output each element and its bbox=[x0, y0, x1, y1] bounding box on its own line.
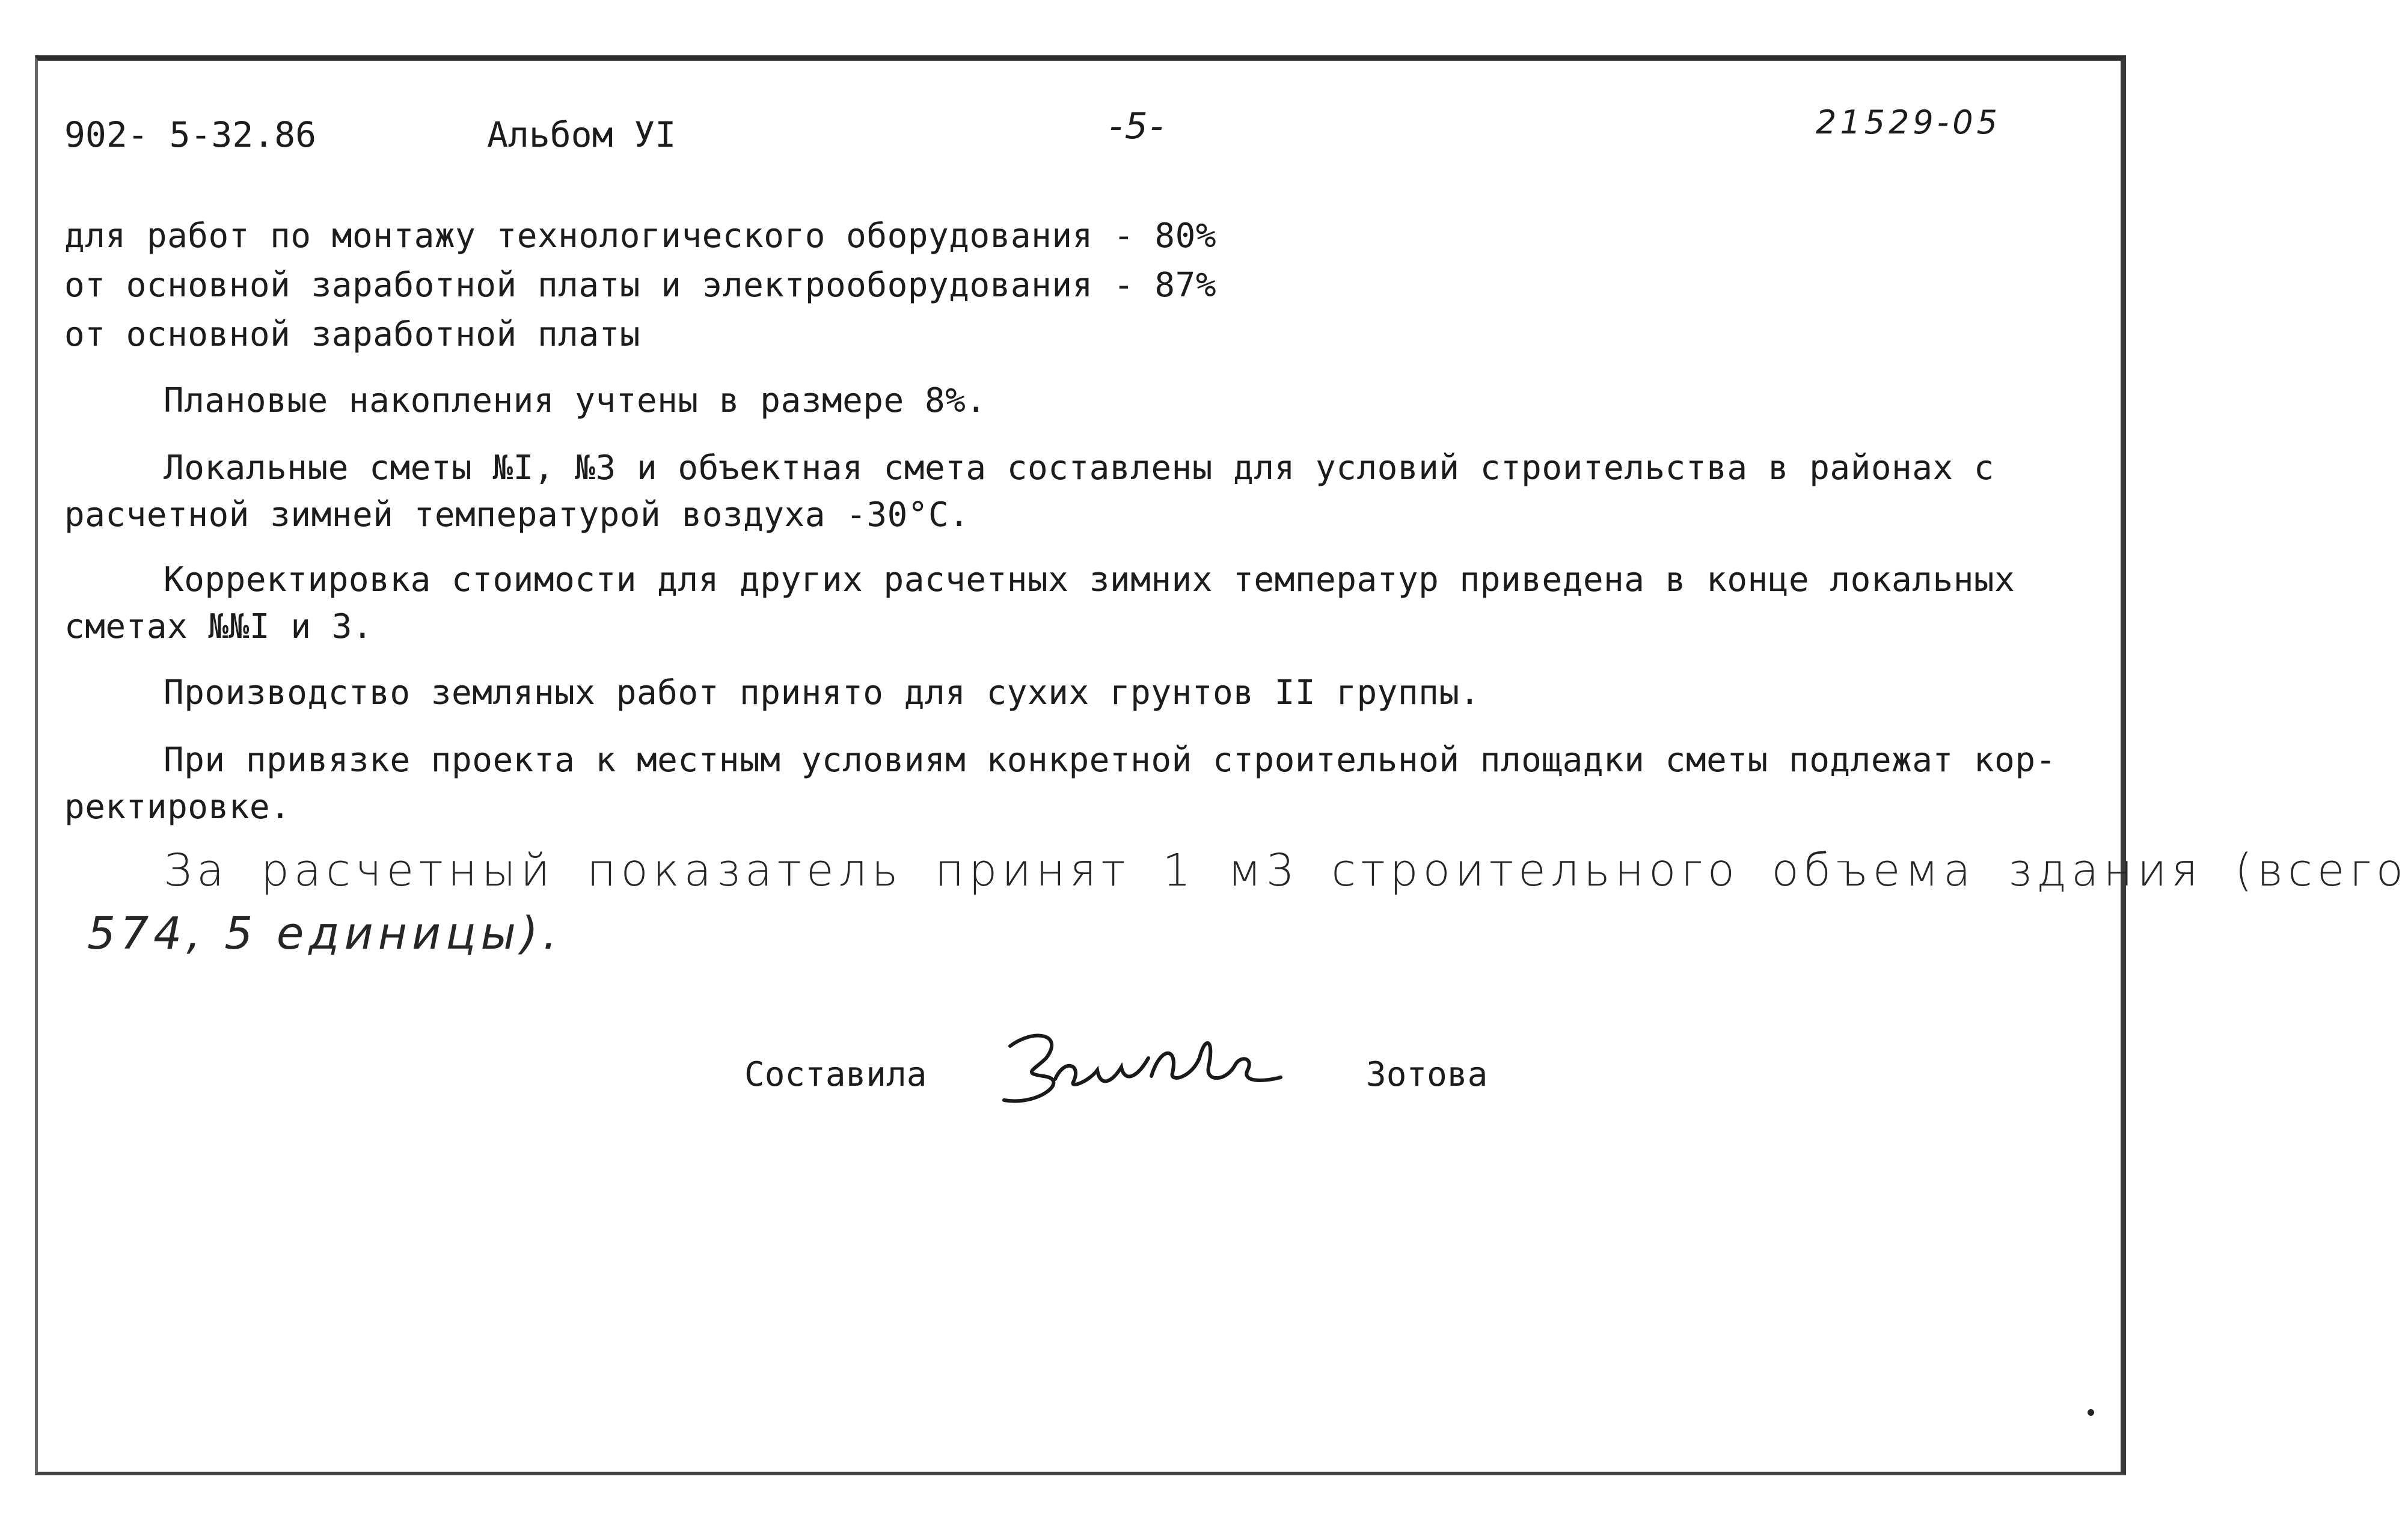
paragraph-local-estimates: Локальные сметы №I, №3 и объектная смета составлены для условий строительства в районах с bbox=[164, 448, 1995, 488]
paragraph-cost-adjustment: Корректировка стоимости для других расчетных зимних температур приведена в конце локальных bbox=[164, 560, 2015, 599]
paragraph-site-binding: При привязке проекта к местным условиям конкретной строительной площадки сметы подлежат кор- bbox=[164, 741, 2056, 780]
document-code: 902- 5-32.86 bbox=[64, 114, 317, 155]
text-line: от основной заработной платы bbox=[64, 315, 641, 354]
signature-label: Составила bbox=[744, 1055, 927, 1094]
paragraph-local-estimates-cont: расчетной зимней температурой воздуха -30°С. bbox=[64, 495, 970, 534]
handwritten-signature bbox=[998, 1022, 1299, 1118]
text-line: от основной заработной платы и электрооборудования - 87% bbox=[64, 266, 1217, 305]
text-line: для работ по монтажу технологического оборудования - 80% bbox=[64, 216, 1217, 256]
document-number: 21529-05 bbox=[1816, 103, 2001, 141]
ink-dot bbox=[2088, 1409, 2094, 1416]
paragraph-earthworks: Производство земляных работ принято для сухих грунтов II группы. bbox=[164, 673, 1480, 712]
handwritten-note: За расчетный показатель принят 1 м3 строительного объема здания (всего bbox=[164, 845, 2408, 896]
paragraph-planned-savings: Плановые накопления учтены в размере 8%. bbox=[164, 381, 987, 420]
paragraph-site-binding-cont: ректировке. bbox=[64, 788, 291, 827]
page-number: -5- bbox=[1109, 105, 1166, 147]
album-label: Альбом УI bbox=[487, 114, 676, 155]
signature-name: Зотова bbox=[1366, 1055, 1488, 1094]
handwritten-note-cont: 574, 5 единицы). bbox=[87, 908, 562, 959]
paragraph-cost-adjustment-cont: сметах №№I и 3. bbox=[64, 607, 373, 646]
